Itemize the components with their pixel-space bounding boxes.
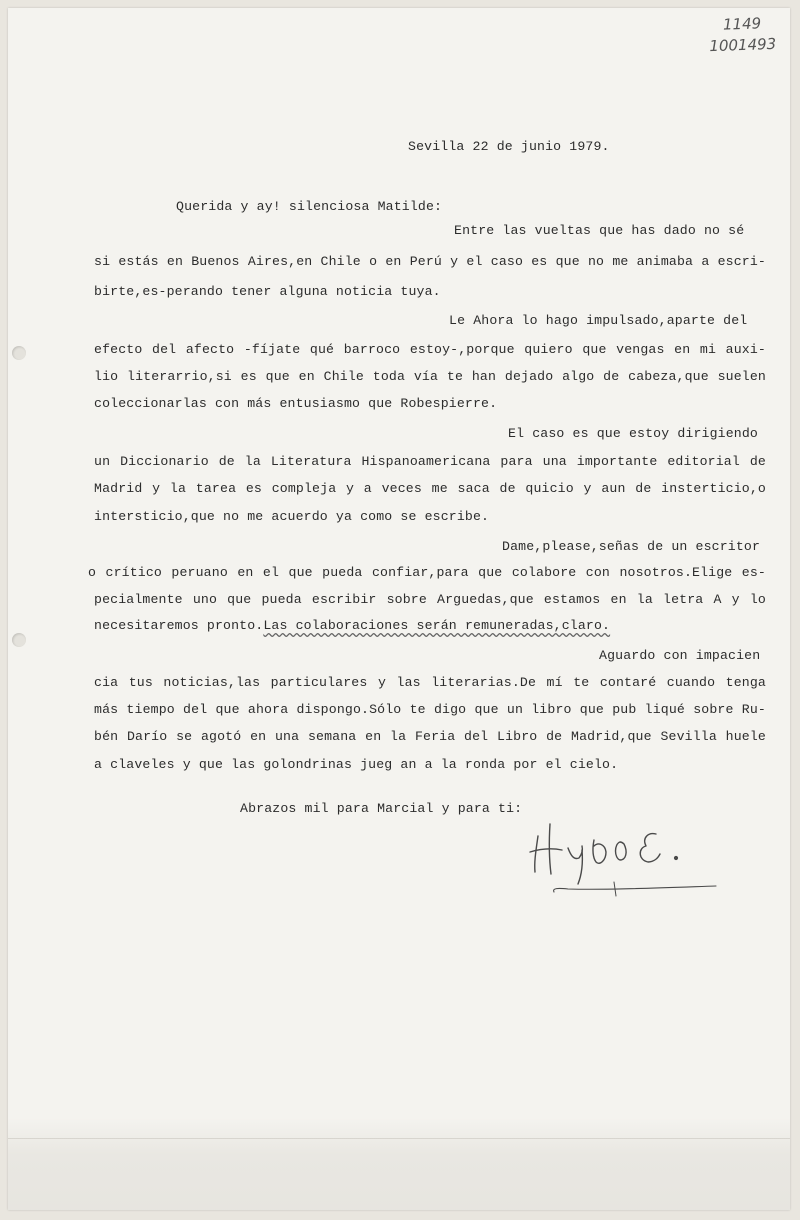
paragraph-1-line-3: birte,es-perando tener alguna noticia tuya. — [94, 284, 441, 299]
paragraph-5-line-4: bén Darío se agotó en una semana en la Feria del Libro de Madrid,que Sevilla huele — [94, 729, 766, 744]
paragraph-4-line-4 — [94, 617, 610, 635]
paragraph-3-line-3: Madrid y la tarea es compleja y a veces me saca de quicio y aun de insterticio,o — [94, 481, 766, 496]
paragraph-2-line-1: Le Ahora lo hago impulsado,aparte del — [449, 313, 748, 328]
paragraph-4-line-4-text: necesitaremos pronto. — [94, 618, 264, 633]
archive-ref-line-1: 1149 — [722, 14, 762, 34]
paragraph-3-line-4: intersticio,que no me acuerdo ya como se escribe. — [94, 509, 490, 524]
paragraph-1-line-2: si estás en Buenos Aires,en Chile o en Perú y el caso es que no me animaba a escri- — [94, 254, 766, 269]
paragraph-3-line-2: un Diccionario de la Literatura Hispanoamericana para una importante editorial de — [94, 454, 766, 469]
paragraph-5-line-3: más tiempo del que ahora dispongo.Sólo te digo que un libro que pub liqué sobre Ru- — [94, 702, 766, 717]
punch-hole-bottom — [12, 633, 26, 647]
paragraph-5-line-5: a claveles y que las golondrinas jueg an a la ronda por el cielo. — [94, 757, 619, 772]
punch-hole-top — [12, 346, 26, 360]
archive-reference-note — [708, 13, 776, 57]
archive-ref-line-2: 1001493 — [709, 34, 777, 56]
paragraph-5-line-2: cia tus noticias,las particulares y las literarias.De mí te contaré cuando tenga — [94, 675, 766, 690]
paragraph-2-line-4: coleccionarlas con más entusiasmo que Robespierre. — [94, 396, 498, 411]
letter-page — [8, 8, 790, 1210]
paragraph-1-line-1: Entre las vueltas que has dado no sé — [454, 223, 745, 238]
paragraph-2-line-3: lio literarrio,si es que en Chile toda vía te han dejado algo de cabeza,que suelen — [94, 369, 766, 384]
paragraph-4-line-3: pecialmente uno que pueda escribir sobre Arguedas,que estamos en la letra A y lo — [94, 592, 766, 607]
letter-closing: Abrazos mil para Marcial y para ti: — [240, 801, 523, 816]
letter-salutation: Querida y ay! silenciosa Matilde: — [176, 199, 443, 214]
paragraph-4-line-1: Dame,please,señas de un escritor — [502, 539, 761, 554]
paragraph-3-line-1: El caso es que estoy dirigiendo — [508, 426, 758, 441]
paragraph-2-line-2: efecto del afecto -fíjate qué barroco estoy-,porque quiero que vengas en mi auxi- — [94, 342, 766, 357]
letter-date: Sevilla 22 de junio 1979. — [408, 139, 610, 154]
underlined-remuneration-note: Las colaboraciones serán remuneradas,claro. — [263, 618, 611, 633]
paragraph-5-line-1: Aguardo con impacien — [599, 648, 761, 663]
paper-fold-line — [8, 1138, 790, 1139]
paragraph-4-line-2: o crítico peruano en el que pueda confiar,para que colabore con nosotros.Elige es- — [88, 565, 766, 580]
handwritten-signature — [516, 816, 736, 906]
